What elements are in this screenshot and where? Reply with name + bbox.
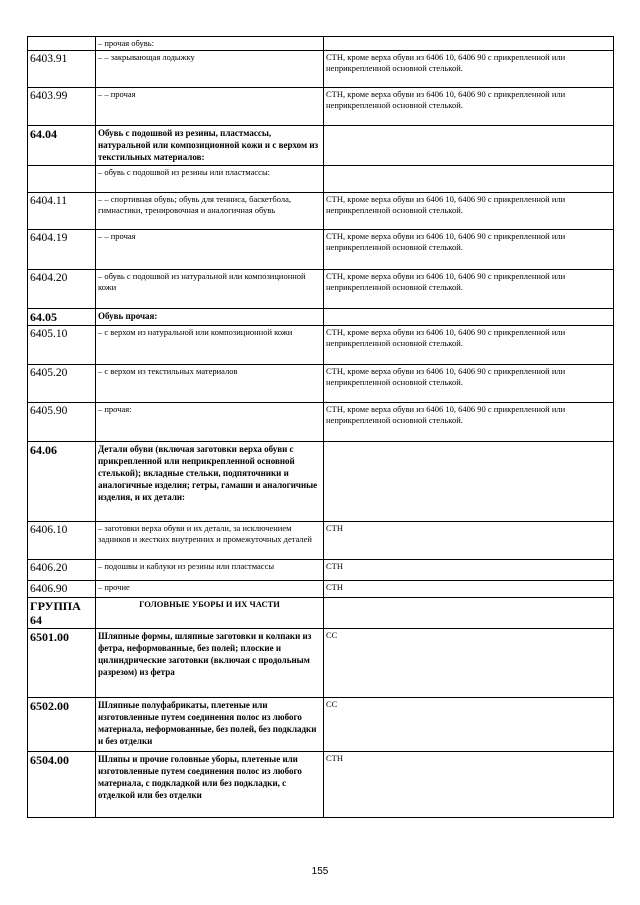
description-cell: – заготовки верха обуви и их детали, за исключением задников и жестких внутренних и промежуточных деталей — [96, 522, 324, 560]
condition-cell — [324, 37, 614, 51]
description-cell: – обувь с подошвой из резины или пластмассы: — [96, 166, 324, 193]
hs-code-cell — [28, 166, 96, 193]
table-row — [28, 598, 614, 629]
hs-code-cell: 6403.99 — [28, 88, 96, 126]
table-row — [28, 309, 614, 326]
table-row — [28, 270, 614, 309]
condition-cell: СТН, кроме верха обуви из 6406 10, 6406 90 с прикрепленной или неприкрепленной основной стелькой. — [324, 326, 614, 365]
condition-cell: СТН, кроме верха обуви из 6406 10, 6406 90 с прикрепленной или неприкрепленной основной стелькой. — [324, 403, 614, 442]
description-cell: – с верхом из текстильных материалов — [96, 365, 324, 403]
condition-cell: СТН, кроме верха обуви из 6406 10, 6406 90 с прикрепленной или неприкрепленной основной стелькой. — [324, 270, 614, 309]
description-cell: Обувь с подошвой из резины, пластмассы, натуральной или композиционной кожи и с верхом из текстильных материалов: — [96, 126, 324, 166]
description-cell: Шляпные формы, шляпные заготовки и колпаки из фетра, неформованные, без полей; плоские и цилиндрические заготовки (включая с продольным разрезом) из фетра — [96, 629, 324, 698]
hs-code-cell: 6403.91 — [28, 51, 96, 88]
condition-cell: СТН, кроме верха обуви из 6406 10, 6406 90 с прикрепленной или неприкрепленной основной стелькой. — [324, 88, 614, 126]
table-row — [28, 37, 614, 51]
table-row — [28, 326, 614, 365]
description-cell: – прочая: — [96, 403, 324, 442]
table-row — [28, 166, 614, 193]
table-body — [28, 37, 614, 818]
hs-code-cell: 6406.10 — [28, 522, 96, 560]
description-cell: Шляпные полуфабрикаты, плетеные или изготовленные путем соединения полос из любого материала, неформованные, без полей, без подкладки и без отделки — [96, 698, 324, 752]
table-row — [28, 522, 614, 560]
condition-cell: СС — [324, 629, 614, 698]
condition-cell: СТН — [324, 522, 614, 560]
hs-code-cell: 6405.10 — [28, 326, 96, 365]
description-cell: Детали обуви (включая заготовки верха обуви с прикрепленной или неприкрепленной основной стелькой); вкладные стельки, подпяточники и аналогичные изделия; гетры, гамаши и аналогичные изделия, и их детали: — [96, 442, 324, 522]
description-cell: ГОЛОВНЫЕ УБОРЫ И ИХ ЧАСТИ — [96, 598, 324, 629]
condition-cell: СС — [324, 698, 614, 752]
condition-cell — [324, 442, 614, 522]
tariff-table — [27, 36, 614, 818]
hs-code-cell: 6406.20 — [28, 560, 96, 581]
description-cell: Шляпы и прочие головные уборы, плетеные или изготовленные путем соединения полос из любого материала, с подкладкой или без подкладки, с отделкой или без отделки — [96, 752, 324, 818]
table-row — [28, 560, 614, 581]
hs-code-cell: 6405.90 — [28, 403, 96, 442]
condition-cell: СТН, кроме верха обуви из 6406 10, 6406 90 с прикрепленной или неприкрепленной основной стелькой. — [324, 193, 614, 230]
table-row — [28, 629, 614, 698]
condition-cell — [324, 126, 614, 166]
hs-code-cell: 64.06 — [28, 442, 96, 522]
description-cell: – с верхом из натуральной или композиционной кожи — [96, 326, 324, 365]
description-cell: – обувь с подошвой из натуральной или композиционной кожи — [96, 270, 324, 309]
table-row — [28, 752, 614, 818]
condition-cell: СТН — [324, 581, 614, 598]
hs-code-cell: 64.04 — [28, 126, 96, 166]
hs-code-cell: 6404.19 — [28, 230, 96, 270]
description-cell: – – спортивная обувь; обувь для тенниса, баскетбола, гимнастики, тренировочная и аналогичная обувь — [96, 193, 324, 230]
hs-code-cell: 6406.90 — [28, 581, 96, 598]
hs-code-cell: 64.05 — [28, 309, 96, 326]
description-cell: – прочая обувь: — [96, 37, 324, 51]
table-row — [28, 193, 614, 230]
condition-cell: СТН, кроме верха обуви из 6406 10, 6406 90 с прикрепленной или неприкрепленной основной стелькой. — [324, 51, 614, 88]
description-cell: – – прочая — [96, 230, 324, 270]
table-row — [28, 126, 614, 166]
condition-cell — [324, 598, 614, 629]
table-row — [28, 403, 614, 442]
table-row — [28, 698, 614, 752]
description-cell: Обувь прочая: — [96, 309, 324, 326]
hs-code-cell — [28, 37, 96, 51]
table-row — [28, 442, 614, 522]
page-number: 155 — [311, 866, 329, 877]
condition-cell: СТН — [324, 560, 614, 581]
condition-cell: СТН, кроме верха обуви из 6406 10, 6406 90 с прикрепленной или неприкрепленной основной стелькой. — [324, 230, 614, 270]
table-row — [28, 581, 614, 598]
description-cell: – – закрывающая лодыжку — [96, 51, 324, 88]
hs-code-cell: 6501.00 — [28, 629, 96, 698]
condition-cell — [324, 166, 614, 193]
hs-code-cell: ГРУППА 64 — [28, 598, 96, 629]
description-cell: – – прочая — [96, 88, 324, 126]
condition-cell — [324, 309, 614, 326]
table-row — [28, 365, 614, 403]
hs-code-cell: 6405.20 — [28, 365, 96, 403]
condition-cell: СТН — [324, 752, 614, 818]
description-cell: – подошвы и каблуки из резины или пластмассы — [96, 560, 324, 581]
table-row — [28, 230, 614, 270]
hs-code-cell: 6502.00 — [28, 698, 96, 752]
table-row — [28, 88, 614, 126]
hs-code-cell: 6504.00 — [28, 752, 96, 818]
hs-code-cell: 6404.20 — [28, 270, 96, 309]
description-cell: – прочие — [96, 581, 324, 598]
table-row — [28, 51, 614, 88]
hs-code-cell: 6404.11 — [28, 193, 96, 230]
condition-cell: СТН, кроме верха обуви из 6406 10, 6406 90 с прикрепленной или неприкрепленной основной стелькой. — [324, 365, 614, 403]
